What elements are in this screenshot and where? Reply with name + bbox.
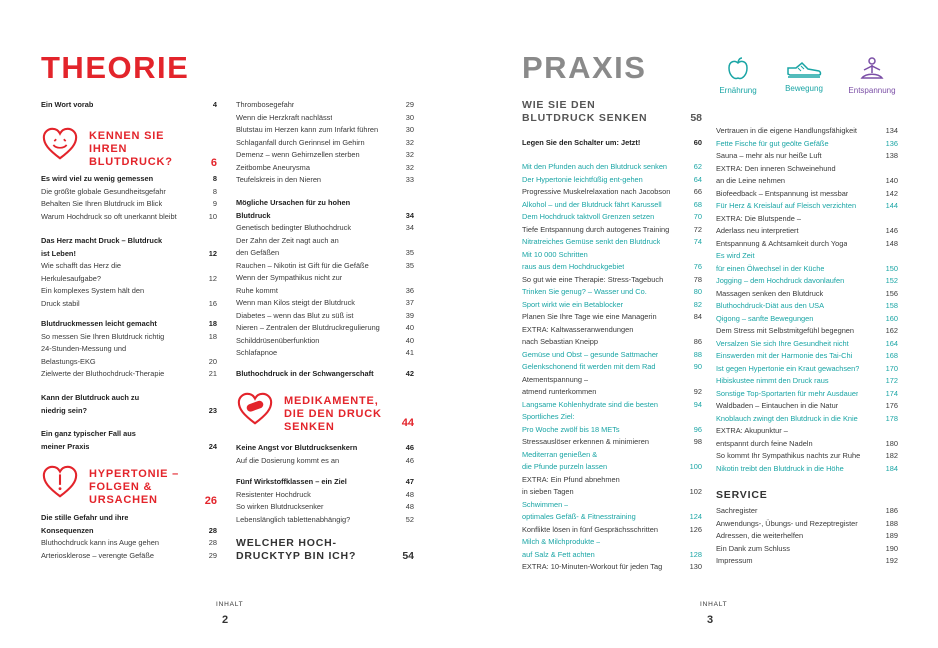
toc-entry-page: 86: [693, 337, 702, 346]
toc-group: [41, 173, 217, 223]
page-title-praxis: PRAXIS: [522, 50, 647, 85]
section-title: WELCHER HOCH- DRUCKTYP BIN ICH?: [236, 537, 357, 562]
toc-entry-page: 142: [885, 188, 898, 198]
toc-entry-page: 94: [693, 399, 702, 409]
section-title: HYPERTONIE – FOLGEN & URSACHEN: [89, 468, 180, 506]
toc-entry[interactable]: [716, 363, 898, 376]
toc-entry-title: Einswerden mit der Harmonie des Tai-Chi: [716, 351, 853, 360]
toc-entry[interactable]: [522, 486, 702, 499]
toc-entry-title: raus aus dem Hochdruckgebiet: [522, 262, 625, 271]
toc-entry-title: So gut wie eine Therapie: Stress-Tagebuch: [522, 274, 664, 284]
toc-entry-title: EXTRA: Den inneren Schweinehund: [716, 163, 836, 173]
toc-entry[interactable]: Belastungs-EKG 20: [41, 356, 217, 366]
toc-entry-title: Für Herz & Kreislauf auf Fleisch verzichten: [716, 201, 857, 210]
toc-entry-page: 186: [885, 506, 898, 515]
heart-alert-icon: [41, 462, 79, 502]
section-header-kennen[interactable]: [41, 124, 217, 176]
toc-entry[interactable]: [716, 263, 898, 276]
toc-entry[interactable]: Die stille Gefahr und ihre: [41, 513, 129, 522]
section-title: MEDIKAMENTE, DIE DEN DRUCK SENKEN: [284, 395, 382, 433]
toc-entry[interactable]: [716, 300, 898, 313]
toc-entry-page: 138: [885, 151, 898, 160]
toc-entry[interactable]: Der Zahn der Zeit nagt auch an: [236, 235, 339, 245]
toc-entry[interactable]: [522, 336, 702, 349]
toc-entry-title: Bluthochdruck-Diät aus den USA: [716, 301, 825, 310]
toc-entry[interactable]: [522, 411, 702, 424]
section-title: KENNEN SIE IHREN BLUTDRUCK?: [89, 130, 173, 168]
toc-entry[interactable]: [522, 211, 702, 224]
toc-entry-title: nach Sebastian Kneipp: [522, 337, 599, 346]
toc-entry-page: 68: [693, 199, 702, 209]
toc-entry-title: Alkohol – und der Blutdruck fährt Karussell: [522, 199, 662, 209]
toc-entry-title: optimales Gefäß- & Fitnesstraining: [522, 512, 636, 521]
category-entspannung: Entspannung: [840, 56, 904, 95]
toc-entry-page: 66: [693, 187, 702, 196]
toc-entry-page: 134: [885, 126, 898, 135]
category-bewegung: Bewegung: [772, 60, 836, 93]
toc-entry[interactable]: [716, 213, 898, 226]
toc-entry-page: 100: [689, 462, 702, 471]
toc-entry-title: die Pfunde purzeln lassen: [522, 462, 608, 471]
toc-entry[interactable]: [522, 499, 702, 512]
toc-entry-title: Gemüse und Obst – gesunde Sattmacher: [522, 349, 659, 359]
toc-entry[interactable]: Lebenslänglich tablettenabhängig? 52: [236, 514, 414, 524]
toc-group: [716, 125, 898, 475]
toc-entry-page: 74: [693, 237, 702, 246]
section-header-hochdrucktyp[interactable]: [236, 537, 414, 571]
toc-entry[interactable]: Rauchen – Nikotin ist Gift für die Gefäße 35: [236, 260, 414, 270]
section-page: 58: [690, 112, 702, 124]
toc-entry[interactable]: [522, 174, 702, 187]
toc-entry-title: Sachregister: [716, 506, 758, 515]
toc-entry-page: 98: [693, 437, 702, 446]
toc-entry[interactable]: [522, 536, 702, 549]
toc-entry[interactable]: Teufelskreis in den Nieren 33: [236, 175, 414, 184]
toc-entry-title: für einen Ölwechsel in der Küche: [716, 263, 825, 273]
toc-entry[interactable]: Diabetes – wenn das Blut zu süß ist 39: [236, 310, 414, 320]
toc-entry[interactable]: [522, 349, 702, 362]
toc-entry-page: 164: [885, 338, 898, 348]
toc-entry-page: 144: [885, 201, 898, 210]
toc-entry[interactable]: [522, 399, 702, 412]
toc-entry-title: in sieben Tagen: [522, 487, 574, 496]
toc-entry-page: 88: [693, 349, 702, 359]
toc-entry-title: Atementspannung –: [522, 374, 589, 384]
toc-entry-title: Es wird Zeit: [716, 251, 755, 260]
section-page: 54: [402, 550, 414, 562]
toc-entry[interactable]: [522, 474, 702, 487]
footer-label: INHALT: [700, 601, 728, 608]
toc-entry[interactable]: [522, 524, 702, 537]
toc-entry[interactable]: [522, 424, 702, 437]
section-header-hypertonie[interactable]: [41, 462, 217, 514]
toc-entry-title: an die Leine nehmen: [716, 176, 786, 185]
toc-entry[interactable]: Konsequenzen 28: [41, 525, 217, 535]
toc-entry-page: 178: [885, 413, 898, 423]
toc-entry-title: Stressauslöser erkennen & minimieren: [522, 437, 649, 446]
toc-entry[interactable]: [716, 138, 898, 151]
toc-entry[interactable]: [716, 288, 898, 301]
toc-entry[interactable]: Fünf Wirkstoffklassen – ein Ziel 47: [236, 477, 414, 486]
toc-entry-title: Sauna – mehr als nur heiße Luft: [716, 151, 822, 160]
toc-entry[interactable]: [716, 400, 898, 413]
toc-group: [41, 428, 217, 453]
toc-entry[interactable]: [716, 338, 898, 351]
toc-entry-page: 176: [885, 401, 898, 410]
toc-entry-title: Mediterran genießen &: [522, 449, 598, 459]
toc-entry[interactable]: niedrig sein? 23: [41, 405, 217, 415]
toc-entry-page: 188: [885, 518, 898, 528]
toc-entry-title: EXTRA: Die Blutspende –: [716, 213, 802, 223]
toc-entry[interactable]: meiner Praxis 24: [41, 441, 217, 451]
toc-entry-title: Impressum: [716, 556, 753, 565]
page-number: 2: [222, 614, 229, 626]
toc-entry-page: 146: [885, 226, 898, 235]
toc-entry[interactable]: Demenz – wenn Gehirnzellen sterben 32: [236, 150, 414, 159]
toc-entry[interactable]: Kann der Blutdruck auch zu: [41, 393, 140, 402]
toc-entry[interactable]: [522, 186, 702, 199]
toc-group: [41, 235, 217, 310]
toc-entry-title: Nitratreiches Gemüse senkt den Blutdruck: [522, 237, 661, 246]
toc-entry[interactable]: Es wird viel zu wenig gemessen 8: [41, 174, 217, 183]
toc-entry-title: Gelenkschonend fit werden mit dem Rad: [522, 362, 656, 371]
toc-group: [236, 442, 414, 467]
toc-entry-title: Ein Dank zum Schluss: [716, 543, 790, 553]
toc-entry-page: 92: [693, 387, 702, 396]
toc-entry[interactable]: Wenn man Kilos steigt der Blutdruck 37: [236, 298, 414, 307]
toc-entry[interactable]: [41, 99, 217, 112]
toc-entry[interactable]: Zeitbombe Aneurysma 32: [236, 162, 414, 172]
toc-entry[interactable]: Bluthochdruck in der Schwangerschaft 42: [236, 369, 414, 378]
toc-entry-page: 72: [693, 224, 702, 234]
toc-entry[interactable]: [522, 449, 702, 462]
toc-entry[interactable]: [716, 150, 898, 163]
toc-group: [41, 318, 217, 381]
toc-entry[interactable]: [522, 436, 702, 449]
toc-entry-page: 190: [885, 543, 898, 553]
toc-entry[interactable]: [716, 450, 898, 463]
toc-entry[interactable]: Die größte globale Gesundheitsgefahr 8: [41, 186, 217, 196]
toc-entry[interactable]: Schlaganfall durch Gerinnsel im Gehirn 32: [236, 137, 414, 147]
toc-entry[interactable]: Auf die Dosierung kommt es an 46: [236, 455, 414, 465]
toc-entry[interactable]: Genetisch bedingter Bluthochdruck 34: [236, 223, 414, 232]
toc-entry[interactable]: Behalten Sie Ihren Blutdruck im Blick 9: [41, 199, 217, 208]
toc-entry-page: 156: [885, 288, 898, 298]
toc-entry[interactable]: Ruhe kommt 36: [236, 285, 414, 295]
toc-entry-title: Ist gegen Hypertonie ein Kraut gewachsen?: [716, 363, 860, 373]
section-page: 44: [401, 417, 414, 429]
toc-entry-page: 140: [885, 176, 898, 185]
toc-entry[interactable]: [716, 188, 898, 201]
toc-entry-title: EXTRA: Ein Pfund abnehmen: [522, 474, 620, 484]
toc-entry[interactable]: [716, 350, 898, 363]
toc-entry-title: entspannt durch feine Nadeln: [716, 438, 813, 448]
toc-entry-page: 64: [693, 174, 702, 184]
sneaker-icon: [786, 60, 822, 80]
toc-entry-title: auf Salz & Fett achten: [522, 549, 595, 559]
toc-group: [236, 368, 414, 381]
toc-entry[interactable]: [716, 325, 898, 338]
toc-entry-page: 84: [693, 312, 702, 321]
toc-entry-title: EXTRA: Kaltwasseranwendungen: [522, 324, 634, 334]
toc-entry-page: 150: [885, 263, 898, 273]
toc-entry[interactable]: [522, 161, 702, 174]
toc-entry[interactable]: ist Leben! 12: [41, 248, 217, 258]
toc-entry-page: 180: [885, 438, 898, 448]
section-header-praxis[interactable]: [522, 99, 702, 129]
section-title: WIE SIE DEN BLUTDRUCK SENKEN: [522, 99, 648, 124]
toc-entry-page: 62: [693, 162, 702, 171]
toc-entry-title: Hibiskustee nimmt den Druck raus: [716, 376, 829, 385]
toc-entry[interactable]: [522, 274, 702, 287]
toc-entry-title: Tiefe Entspannung durch autogenes Training: [522, 224, 670, 234]
toc-entry[interactable]: [522, 374, 702, 387]
toc-entry[interactable]: [522, 361, 702, 374]
toc-entry-title: Entspannung & Achtsamkeit durch Yoga: [716, 238, 848, 248]
toc-entry-title: Progressive Muskelrelaxation nach Jacobson: [522, 187, 671, 196]
toc-group: [236, 476, 414, 526]
toc-entry[interactable]: [716, 250, 898, 263]
toc-entry[interactable]: So messen Sie Ihren Blutdruck richtig 18: [41, 331, 217, 341]
toc-entry-title: Aderlass neu interpretiert: [716, 226, 799, 235]
toc-group: [41, 392, 217, 417]
toc-entry[interactable]: [716, 388, 898, 401]
apple-icon: [725, 56, 751, 82]
toc-entry[interactable]: Keine Angst vor Blutdrucksenkern 46: [236, 443, 414, 452]
section-page: 6: [210, 157, 217, 169]
toc-entry-title: Mit den Pfunden auch den Blutdruck senken: [522, 162, 668, 171]
toc-entry[interactable]: [522, 324, 702, 337]
toc-group: [522, 137, 702, 150]
toc-entry[interactable]: [716, 163, 898, 176]
toc-entry[interactable]: Nieren – Zentralen der Blutdruckregulierung 40: [236, 323, 414, 332]
toc-entry[interactable]: [522, 199, 702, 212]
toc-entry-title: Nikotin treibt den Blutdruck in die Höhe: [716, 463, 844, 473]
toc-entry[interactable]: So wirken Blutdrucksenker 48: [236, 502, 414, 511]
toc-entry[interactable]: [716, 125, 898, 138]
toc-entry[interactable]: [716, 313, 898, 326]
toc-entry-title: Langsame Kohlenhydrate sind die besten: [522, 399, 659, 409]
toc-entry-page: 128: [689, 549, 702, 559]
toc-entry[interactable]: Warum Hochdruck so oft unerkannt bleibt 10: [41, 211, 217, 221]
toc-entry-title: Vertrauen in die eigene Handlungsfähigkeit: [716, 126, 857, 135]
toc-entry-page: 96: [693, 424, 702, 434]
toc-entry[interactable]: Blutstau im Herzen kann zum Infarkt führen 30: [236, 125, 414, 134]
toc-entry-page: 148: [885, 238, 898, 248]
toc-entry-title: Milch & Milchprodukte –: [522, 537, 601, 546]
toc-entry-title: Anwendungs-, Übungs- und Rezeptregister: [716, 518, 858, 528]
toc-entry[interactable]: Ein ganz typischer Fall aus: [41, 429, 136, 438]
toc-entry-title: Dem Hochdruck taktvoll Grenzen setzen: [522, 212, 655, 221]
toc-entry[interactable]: Schlafapnoe 41: [236, 348, 414, 357]
toc-entry-page: 158: [885, 301, 898, 310]
heart-pill-icon: [236, 389, 274, 429]
toc-entry[interactable]: [716, 530, 898, 543]
toc-entry[interactable]: [522, 549, 702, 562]
toc-entry[interactable]: Mögliche Ursachen für zu hohen: [236, 198, 351, 207]
toc-entry-title: Sport wirkt wie ein Betablocker: [522, 299, 624, 309]
section-header-service[interactable]: [716, 489, 898, 502]
toc-entry-title: So kommt Ihr Sympathikus nachts zur Ruhe: [716, 451, 861, 460]
toc-entry-title: Der Hypertonie leichtfüßig ent-gehen: [522, 174, 643, 184]
toc-entry-title: Versalzen Sie sich Ihre Gesundheit nicht: [716, 338, 849, 348]
toc-entry-page: 162: [885, 326, 898, 335]
page-number: 3: [707, 614, 714, 626]
toc-entry-page: 168: [885, 351, 898, 360]
toc-entry[interactable]: Bluthochdruck kann ins Auge gehen 28: [41, 538, 217, 547]
toc-entry-title: Trinken Sie genug? – Wasser und Co.: [522, 287, 647, 296]
toc-entry-page: 172: [885, 376, 898, 385]
toc-entry[interactable]: 24-Stunden-Messung und: [41, 344, 127, 353]
toc-entry[interactable]: [716, 225, 898, 238]
toc-entry[interactable]: [522, 249, 702, 262]
toc-entry-title: Konflikte lösen in fünf Gesprächsschritten: [522, 524, 658, 534]
toc-entry-page: 160: [885, 313, 898, 323]
section-header-medikamente[interactable]: [236, 389, 414, 441]
toc-entry[interactable]: Arteriosklerose – verengte Gefäße 29: [41, 550, 217, 560]
toc-entry[interactable]: [716, 555, 898, 568]
toc-entry-title: Planen Sie Ihre Tage wie eine Managerin: [522, 312, 657, 321]
toc-entry[interactable]: [716, 238, 898, 251]
toc-group: [236, 197, 414, 360]
toc-entry-page: 130: [689, 562, 702, 571]
toc-entry-page: 124: [689, 512, 702, 521]
toc-entry[interactable]: Druck stabil 16: [41, 298, 217, 308]
toc-entry-title: Knoblauch zwingt den Blutdruck in die Knie: [716, 413, 858, 423]
toc-entry[interactable]: [522, 461, 702, 474]
meditation-icon: [858, 56, 886, 82]
toc-entry-title: Jogging – dem Hochdruck davonlaufen: [716, 276, 845, 285]
toc-entry-title: Fette Fische für gut geölte Gefäße: [716, 138, 829, 148]
section-title: SERVICE: [716, 489, 768, 501]
toc-entry-title: Dem Stress mit Selbstmitgefühl begegnen: [716, 326, 855, 335]
toc-entry[interactable]: [716, 463, 898, 476]
toc-entry[interactable]: Zielwerte der Bluthochdruck-Therapie 21: [41, 369, 217, 378]
toc-entry-title: Massagen senken den Blutdruck: [716, 288, 824, 298]
toc-group: [41, 512, 217, 562]
heart-smiley-icon: [41, 124, 79, 164]
toc-entry-page: 192: [885, 556, 898, 565]
toc-entry[interactable]: Ein komplexes System hält den: [41, 286, 145, 295]
toc-entry-title: Mit 10 000 Schritten: [522, 249, 588, 259]
toc-entry[interactable]: [522, 511, 702, 524]
toc-group: [236, 99, 414, 187]
footer-label: INHALT: [216, 601, 244, 608]
toc-entry[interactable]: [522, 561, 702, 574]
toc-entry-page: 189: [885, 531, 898, 540]
toc-entry-page: 76: [693, 262, 702, 271]
toc-entry-title: Qigong – sanfte Bewegungen: [716, 313, 814, 323]
toc-entry-title: Pro Woche zwölf bis 18 METs: [522, 424, 620, 434]
toc-entry-page: 70: [693, 212, 702, 221]
toc-entry[interactable]: [716, 505, 898, 518]
toc-group: [716, 505, 898, 568]
toc-entry[interactable]: Legen Sie den Schalter um: Jetzt! 60: [522, 138, 702, 147]
toc-entry-page: 78: [693, 274, 702, 284]
toc-entry-title: Adressen, die weiterhelfen: [716, 531, 804, 540]
toc-entry-title: Schwimmen –: [522, 499, 569, 509]
toc-entry-page: 184: [885, 463, 898, 473]
toc-entry-page: 80: [693, 287, 702, 296]
toc-entry[interactable]: [522, 224, 702, 237]
toc-entry[interactable]: [716, 175, 898, 188]
toc-entry[interactable]: Schilddrüsenüberfunktion 40: [236, 335, 414, 345]
toc-entry[interactable]: [522, 286, 702, 299]
toc-entry-page: 82: [693, 299, 702, 309]
toc-entry[interactable]: Thrombosegefahr 29: [236, 100, 414, 109]
toc-entry[interactable]: [522, 236, 702, 249]
toc-entry-page: 126: [689, 524, 702, 534]
toc-entry[interactable]: [716, 375, 898, 388]
toc-entry-page: 170: [885, 363, 898, 373]
toc-entry-title: Biofeedback – Entspannung ist messbar: [716, 188, 849, 198]
section-page: 26: [204, 495, 217, 507]
toc-entry[interactable]: Resistenter Hochdruck 48: [236, 489, 414, 499]
toc-entry[interactable]: [522, 261, 702, 274]
toc-group: [522, 161, 702, 574]
toc-entry[interactable]: Herkulesaufgabe? 12: [41, 273, 217, 283]
toc-entry[interactable]: Blutdruckmessen leicht gemacht 18: [41, 319, 217, 328]
toc-entry-page: 136: [885, 138, 898, 148]
toc-entry[interactable]: [522, 386, 702, 399]
toc-entry-page: 182: [885, 451, 898, 460]
toc-entry[interactable]: [716, 200, 898, 213]
toc-entry-title: EXTRA: 10-Minuten-Workout für jeden Tag: [522, 562, 663, 571]
toc-entry[interactable]: Wie schafft das Herz die: [41, 261, 121, 270]
toc-entry[interactable]: [522, 299, 702, 312]
toc-entry-title: Sonstige Top-Sportarten für mehr Ausdauer: [716, 388, 859, 398]
toc-entry[interactable]: den Gefäßen 35: [236, 248, 414, 257]
toc-entry[interactable]: [716, 413, 898, 426]
page-title-theorie: THEORIE: [41, 50, 190, 85]
toc-entry-page: 152: [885, 276, 898, 285]
toc-entry-title: EXTRA: Akupunktur –: [716, 426, 788, 435]
toc-entry-title: Waldbaden – Eintauchen in die Natur: [716, 401, 839, 410]
toc-entry[interactable]: Wenn die Herzkraft nachlässt 30: [236, 112, 414, 122]
toc-entry-page: 102: [689, 487, 702, 496]
toc-entry-title: Ein Wort vorab: [41, 100, 94, 109]
toc-entry-title: atmend runterkommen: [522, 387, 597, 396]
toc-entry[interactable]: [716, 425, 898, 438]
toc-entry[interactable]: Das Herz macht Druck – Blutdruck: [41, 236, 163, 245]
toc-entry-page: 4: [212, 100, 217, 109]
toc-entry-page: 90: [693, 362, 702, 371]
toc-entry[interactable]: [716, 438, 898, 451]
toc-entry[interactable]: [716, 518, 898, 531]
toc-entry[interactable]: Blutdruck 34: [236, 210, 414, 220]
toc-entry-title: Sportliches Ziel:: [522, 412, 575, 421]
category-ernaehrung: Ernährung: [706, 56, 770, 95]
toc-entry[interactable]: Wenn der Sympathikus nicht zur: [236, 273, 343, 282]
toc-entry[interactable]: [716, 275, 898, 288]
toc-entry[interactable]: [716, 543, 898, 556]
toc-entry[interactable]: [522, 311, 702, 324]
toc-entry-page: 174: [885, 388, 898, 398]
